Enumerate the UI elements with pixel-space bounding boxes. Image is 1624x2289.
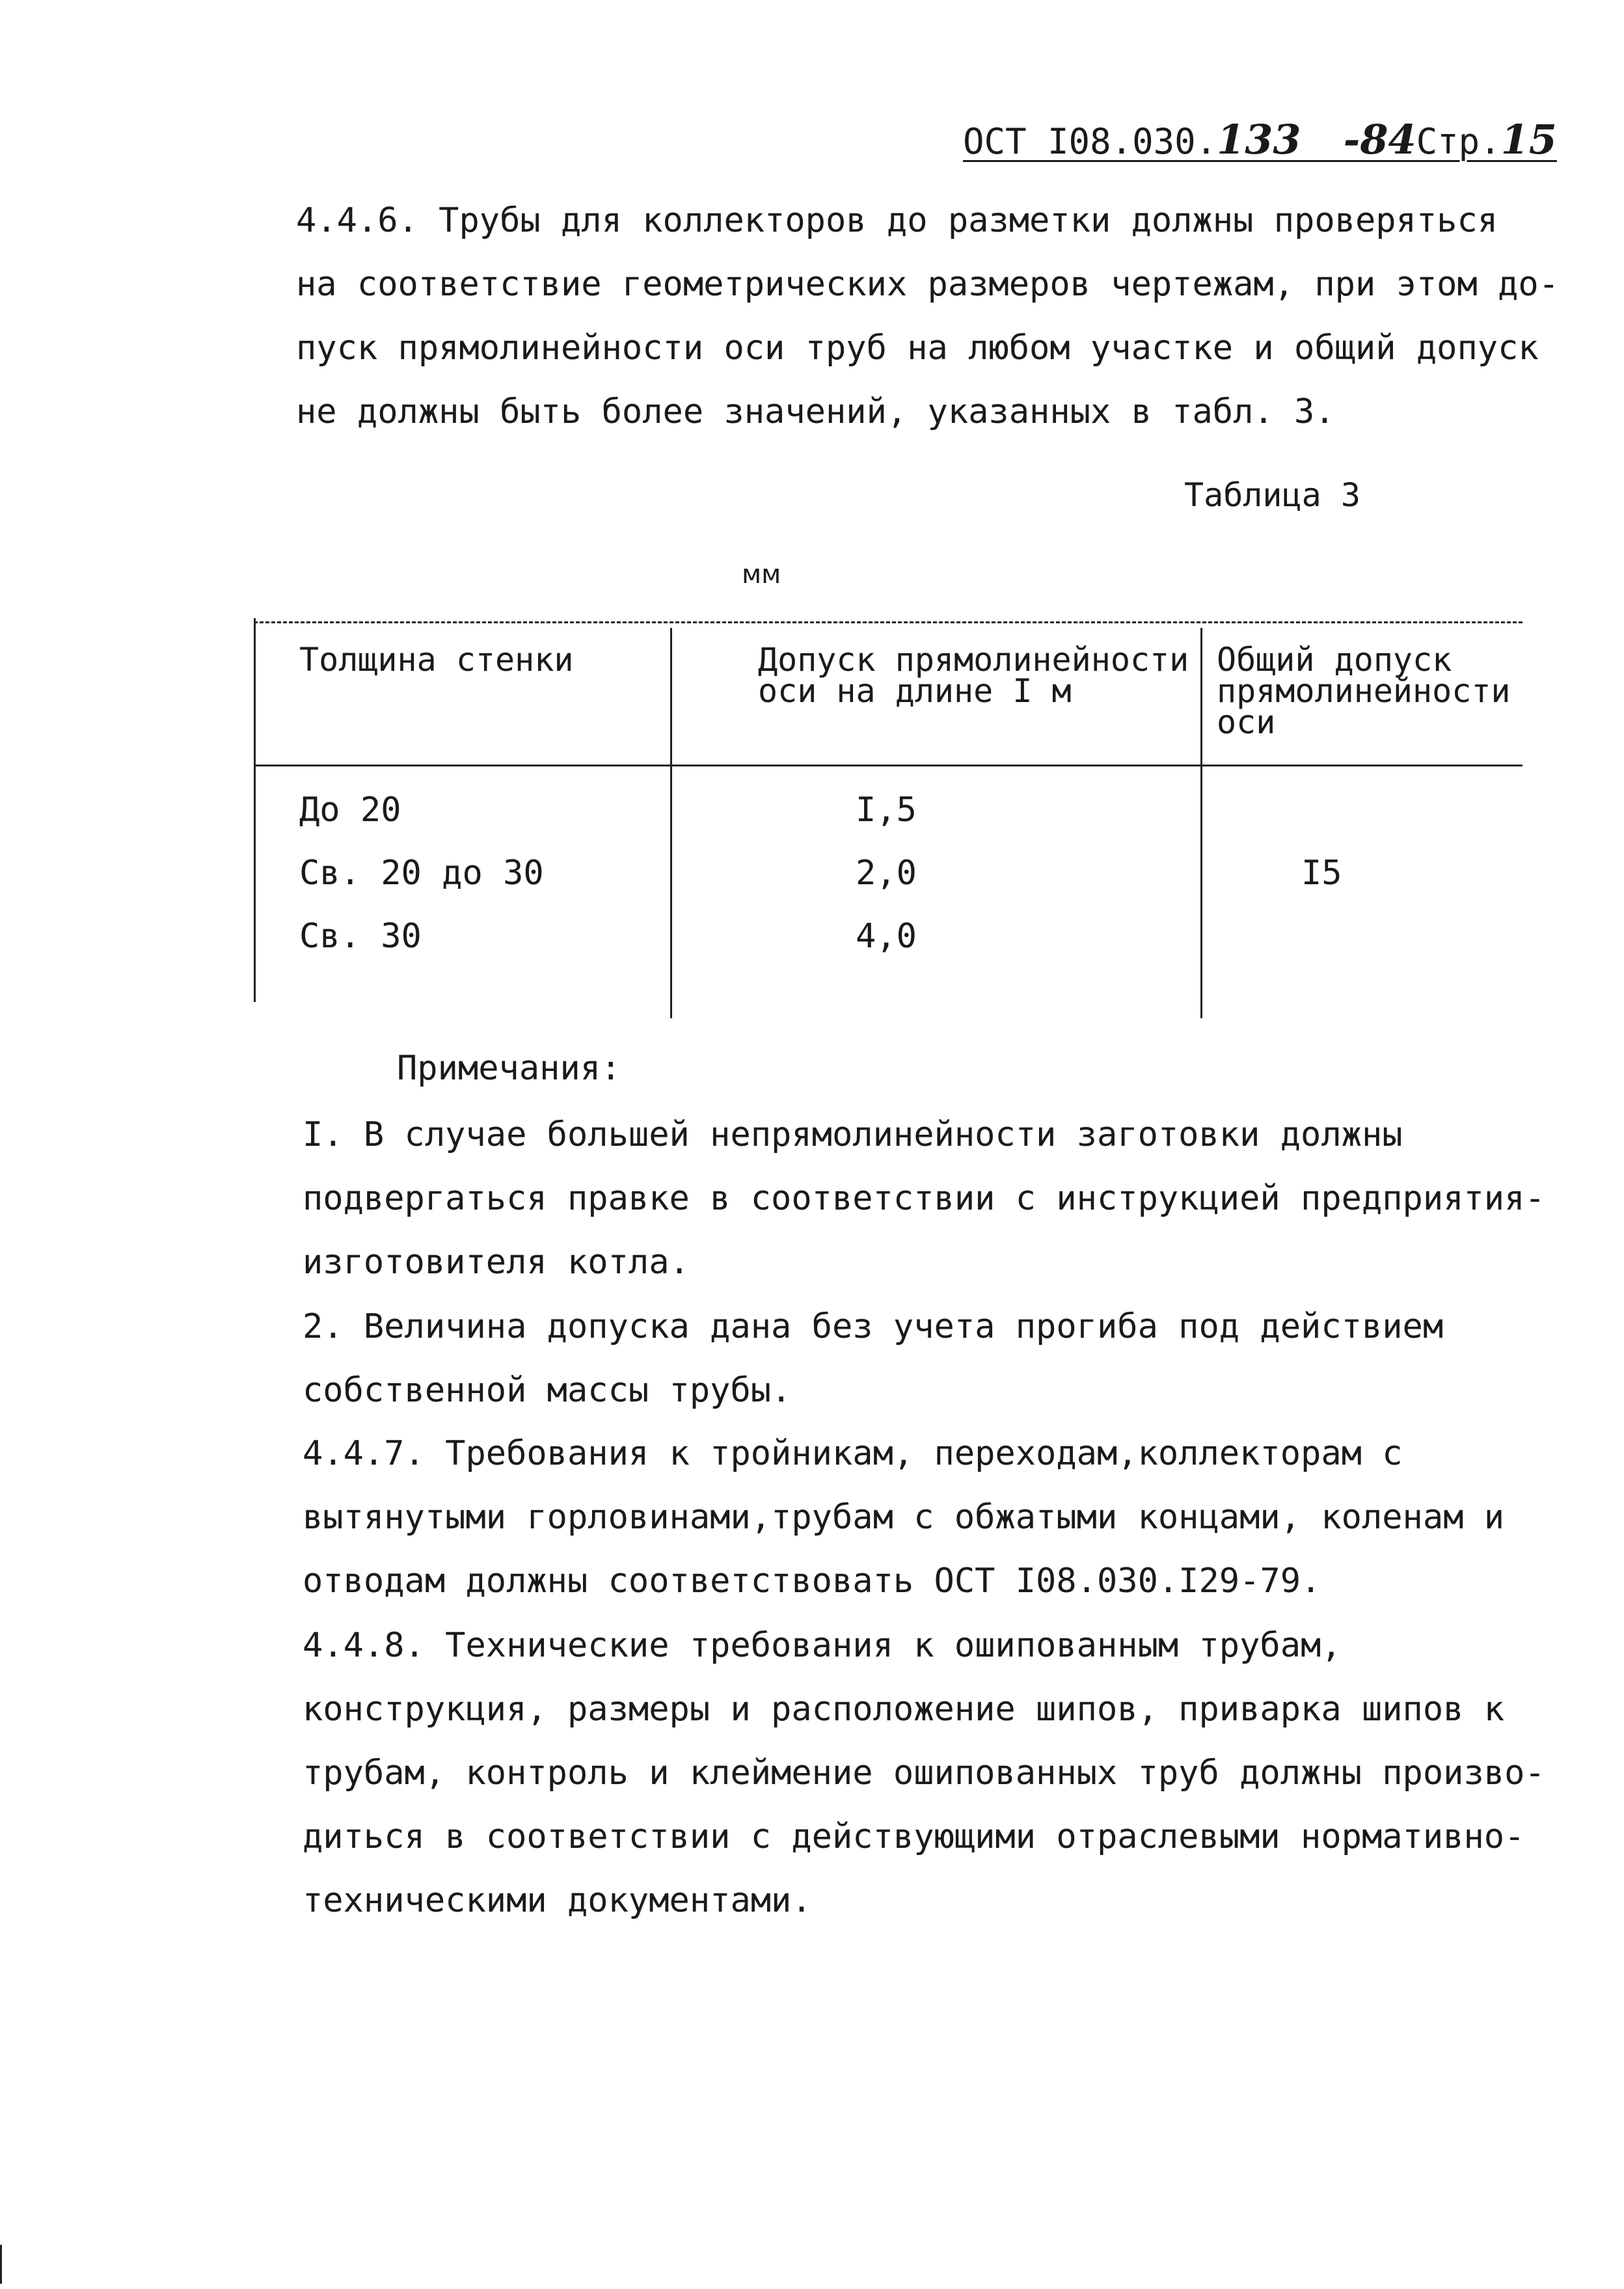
margin-mark (0, 2245, 2, 2284)
standard-year: -84 (1343, 116, 1416, 163)
note-1: I. В случае большей непрямолинейности заготовки должны подвергаться правке в соответствии с инструкцией предприятия- изготовителя котла. (303, 1115, 1545, 1282)
standard-code: ОСТ I08.030. (963, 121, 1217, 162)
table-unit: мм (742, 560, 781, 589)
section-4-4-6: 4.4.6. Трубы для коллекторов до разметки должны проверяться на соответствие геометрических размеров чертежам, при этом до- пуск прямолинейности оси труб на любом участке и общий допуск не должны быть более значений, указанных в табл. 3. (296, 201, 1560, 431)
page-label: Стр. (1416, 121, 1501, 162)
table-caption: Таблица 3 (1184, 476, 1360, 514)
table-divider-1 (670, 628, 672, 1018)
table-divider-2 (1200, 628, 1202, 1018)
tolerance-table (254, 618, 1522, 1009)
page-header (963, 116, 1557, 163)
note-2: 2. Величина допуска дана без учета прогиба под действием собственной массы трубы. (303, 1307, 1444, 1410)
table-row-2-tolerance: 2,0 (856, 854, 917, 893)
section-4-4-8: 4.4.8. Технические требования к ошипованным трубам, конструкция, размеры и расположение шипов, приварка шипов к трубам, контроль и клеймение ошипованных труб должны произво- диться в соответствии с действующими отраслевыми нормативно- техническими документами. (303, 1626, 1545, 1920)
page-number: 15 (1500, 116, 1557, 163)
table-header-rule (254, 765, 1522, 766)
header-overall-straightness: Общий допуск прямолинейности оси (1217, 641, 1511, 741)
table-row-1-thickness: До 20 (299, 791, 401, 830)
table-overall-tolerance: I5 (1301, 854, 1342, 893)
table-row-3-thickness: Св. 30 (299, 917, 422, 956)
header-wall-thickness: Толщина стенки (299, 641, 574, 679)
header-straightness-per-meter: Допуск прямолинейности оси на длине I м (758, 641, 1189, 710)
notes-title: Примечания: (397, 1049, 621, 1088)
table-row-1-tolerance: I,5 (856, 791, 917, 830)
table-left-border (254, 618, 256, 1002)
table-top-rule (254, 621, 1522, 623)
standard-number: 133 (1217, 116, 1301, 163)
standard-spacer (1301, 121, 1344, 162)
table-row-3-tolerance: 4,0 (856, 917, 917, 956)
table-row-2-thickness: Св. 20 до 30 (299, 854, 544, 893)
section-4-4-7: 4.4.7. Требования к тройникам, переходам,коллекторам с вытянутыми горловинами,трубам с обжатыми концами, коленам и отводам должны соответствовать ОСТ I08.030.I29-79. (303, 1434, 1505, 1601)
